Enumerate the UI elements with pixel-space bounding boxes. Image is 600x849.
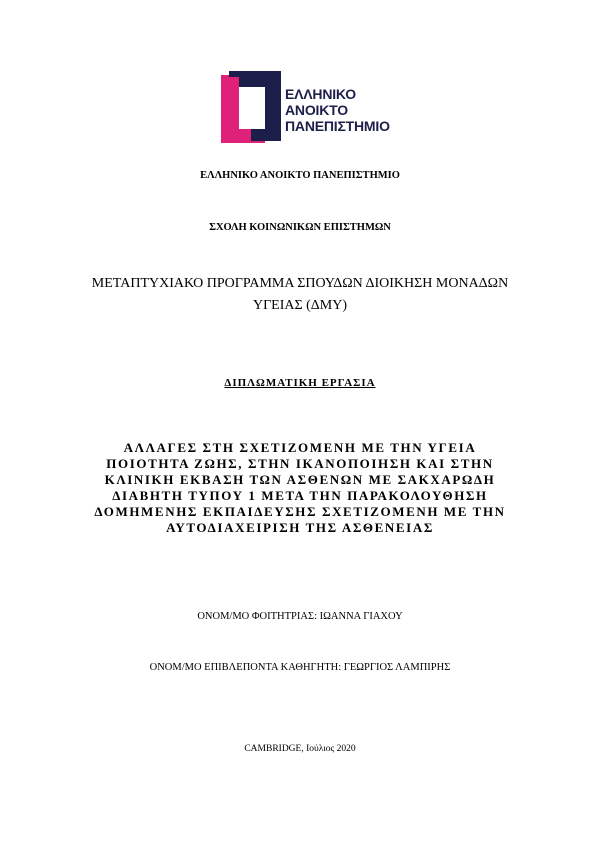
logo-line-1: ΕΛΛΗΝΙΚΟ (285, 86, 356, 102)
program-line-1: ΜΕΤΑΠΤΥΧΙΑΚΟ ΠΡΟΓΡΑΜΜΑ ΣΠΟΥΔΩΝ ΔΙΟΙΚΗΣΗ ΜΟΝΑΔΩΝ (91, 276, 509, 291)
title-line: ΑΥΤΟΔΙΑΧΕΙΡΙΣΗ ΤΗΣ ΑΣΘΕΝΕΙΑΣ (166, 520, 434, 535)
program-name (0, 273, 600, 317)
title-line: ΚΛΙΝΙΚΗ ΕΚΒΑΣΗ ΤΩΝ ΑΣΘΕΝΩΝ ΜΕ ΣΑΚΧΑΡΩΔΗ (104, 472, 496, 487)
university-logo (221, 71, 411, 143)
university-name: ΕΛΛΗΝΙΚΟ ΑΝΟΙΚΤΟ ΠΑΝΕΠΙΣΤΗΜΙΟ (200, 170, 400, 181)
school-name: ΣΧΟΛΗ ΚΟΙΝΩΝΙΚΩΝ ΕΠΙΣΤΗΜΩΝ (209, 222, 391, 233)
thesis-title (0, 440, 600, 536)
place-date: CAMBRIDGE, Ιούλιος 2020 (244, 744, 356, 754)
eap-logo-icon (221, 71, 281, 143)
supervisor-name: ΟΝΟΜ/ΜΟ ΕΠΙΒΛΕΠΟΝΤΑ ΚΑΘΗΓΗΤΗ: ΓΕΩΡΓΙΟΣ ΛΑΜΠΙΡΗΣ (149, 662, 451, 673)
logo-line-3: ΠΑΝΕΠΙΣΤΗΜΙΟ (285, 118, 390, 134)
title-line: ΔΟΜΗΜΕΝΗΣ ΕΚΠΑΙΔΕΥΣΗΣ ΣΧΕΤΙΖΟΜΕΝΗ ΜΕ ΤΗΝ (94, 504, 506, 519)
logo-line-2: ΑΝΟΙΚΤΟ (285, 102, 348, 118)
thesis-type-heading: ΔΙΠΛΩΜΑΤΙΚΗ ΕΡΓΑΣΙΑ (224, 377, 376, 389)
title-line: ΠΟΙΟΤΗΤΑ ΖΩΗΣ, ΣΤΗΝ ΙΚΑΝΟΠΟΙΗΣΗ ΚΑΙ ΣΤΗΝ (106, 456, 494, 471)
title-line: ΔΙΑΒΗΤΗ ΤΥΠΟΥ 1 ΜΕΤΑ ΤΗΝ ΠΑΡΑΚΟΛΟΥΘΗΣΗ (112, 488, 488, 503)
title-line: ΑΛΛΑΓΕΣ ΣΤΗ ΣΧΕΤΙΖΟΜΕΝΗ ΜΕ ΤΗΝ ΥΓΕΙΑ (123, 440, 477, 455)
program-line-2: ΥΓΕΙΑΣ (ΔΜΥ) (252, 298, 348, 313)
student-name: ΟΝΟΜ/ΜΟ ΦΟΙΤΗΤΡΙΑΣ: ΙΩΑΝΝΑ ΓΙΑΧΟΥ (197, 611, 403, 622)
logo-wordmark (285, 86, 390, 134)
